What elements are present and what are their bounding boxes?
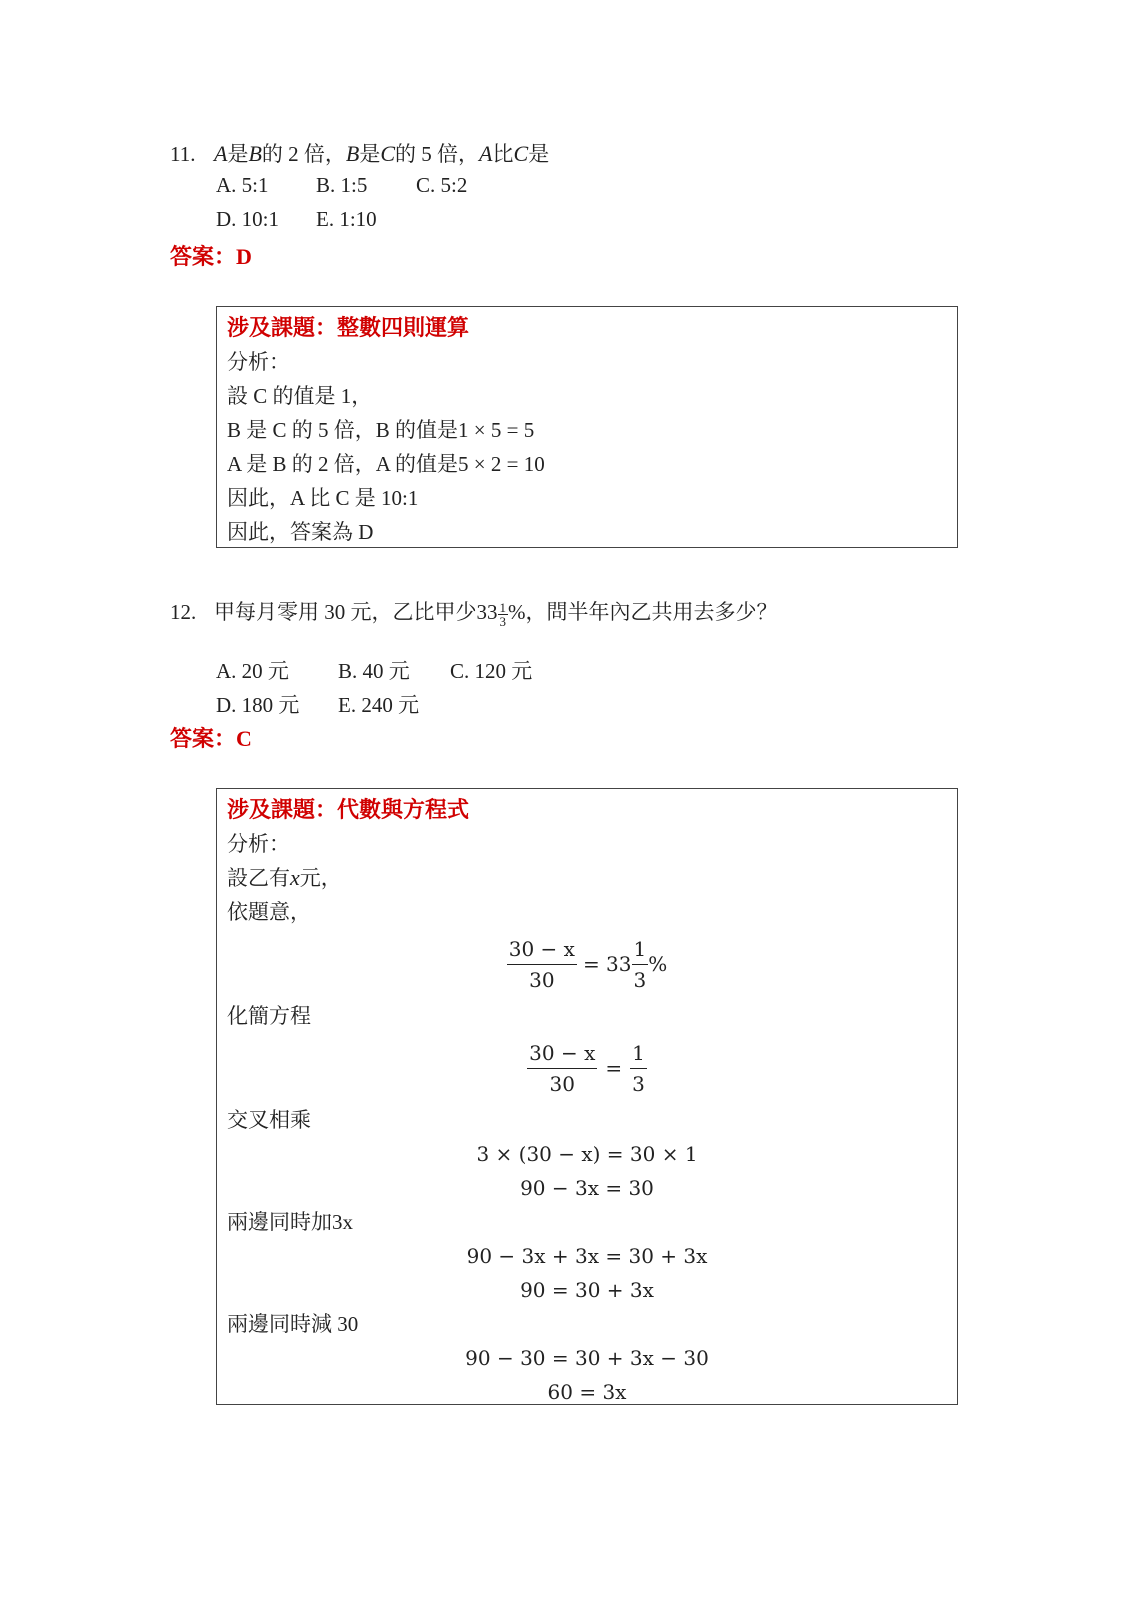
equation-2: $\frac{30 - x}{30}$ = $\frac{1}{3}$ [227,1033,947,1103]
topic-heading: 涉及課題：代數與方程式 [227,797,470,822]
option-b: B. 1:5 [316,173,368,197]
option-c: C. 5:2 [416,173,468,197]
equation-4: 90 − 3x = 30 [520,1176,654,1200]
option-c: C. 120 元 [450,659,533,683]
answer-11: 答案：D [170,244,252,269]
analysis-line: 設 C 的值是 1， [227,384,373,408]
equation-8: 60 = 3x [547,1380,627,1404]
equation-6: 90 = 30 + 3x [520,1278,654,1302]
question-11: 11. A是B的 2 倍，B是C的 5 倍，A比C是 [170,141,550,166]
analysis-line: 分析： [227,832,290,856]
fraction: $\frac{1}{3}$ [499,599,506,629]
analysis-line: 兩邊同時減 30 [227,1312,359,1336]
options-row-1 [216,655,532,685]
equation-1: $\frac{30 - x}{30}$ = 33 $\frac{1}{3}$ % [227,929,947,999]
question-number: 11. [170,142,196,166]
options-row-2 [216,689,419,719]
analysis-line: 化簡方程 [227,1004,311,1028]
equation-3: 3 × (30 − x) = 30 × 1 [476,1142,698,1166]
answer-12: 答案：C [170,726,252,751]
analysis-line: 設乙有x元， [227,865,342,890]
option-e: E. 240 元 [338,693,420,717]
option-e: E. 1:10 [316,207,377,231]
question-number: 12. [170,600,197,624]
analysis-box-12 [216,788,958,1405]
option-b: B. 40 元 [338,659,410,683]
analysis-line: 依題意， [227,900,311,924]
analysis-line: A 是 B 的 2 倍，A 的值是5 × 2 = 10 [227,452,545,476]
equation-7: 90 − 30 = 30 + 3x − 30 [465,1346,709,1370]
topic-heading: 涉及課題：整數四則運算 [227,315,470,340]
analysis-line: 兩邊同時加3x [227,1210,353,1234]
option-a: A. 5:1 [216,173,269,197]
analysis-line: 因此，A 比 C 是 10:1 [227,486,419,510]
options-row-2 [216,207,377,232]
analysis-line: B 是 C 的 5 倍，B 的值是1 × 5 = 5 [227,418,535,442]
options-row-1 [216,173,467,198]
analysis-line: 因此，答案為 D [227,520,374,544]
analysis-line: 交叉相乘 [227,1108,311,1132]
option-d: D. 180 元 [216,693,300,717]
question-12: 12. 甲每月零用 30 元，乙比甲少33 $\frac{1}{3}$ %，問半年內乙共用去多少？ [170,599,778,629]
analysis-line: 分析： [227,350,290,374]
equation-5: 90 − 3x + 3x = 30 + 3x [466,1244,708,1268]
option-d: D. 10:1 [216,207,279,231]
option-a: A. 20 元 [216,659,289,683]
analysis-box-11 [216,306,958,548]
